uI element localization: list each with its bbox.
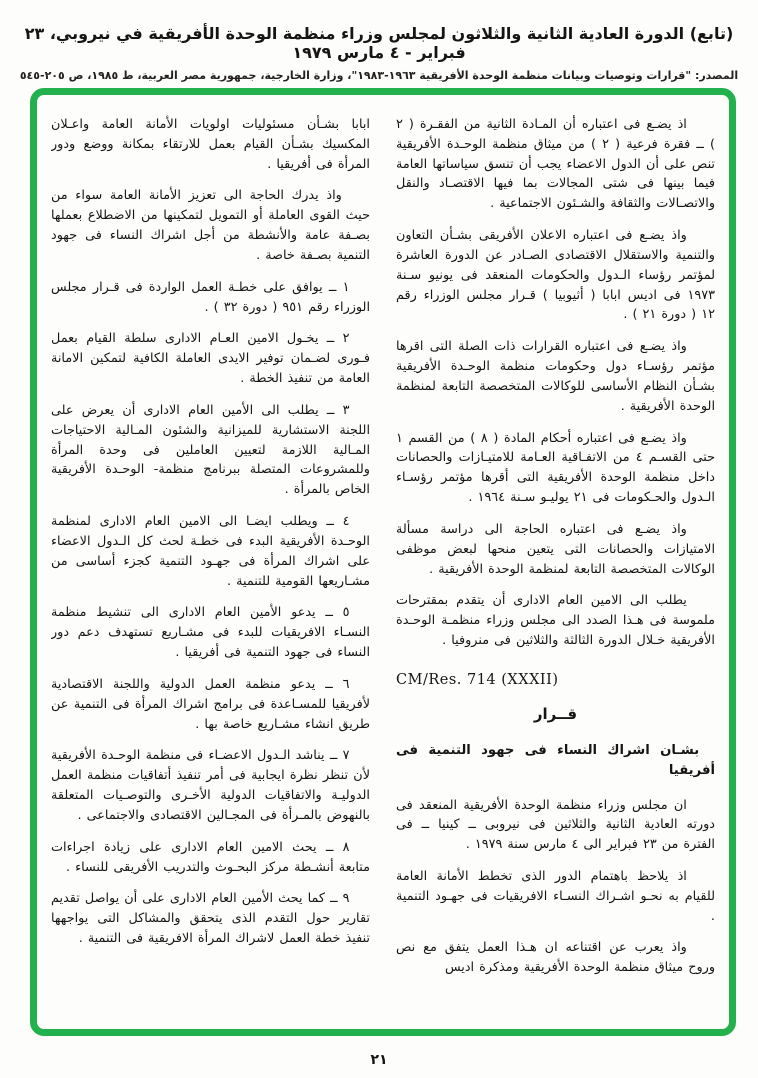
continuation-paragraphs	[51, 115, 370, 266]
preamble-paragraph: اذ يضـع فى اعتباره أن المـادة الثانية من الفقـرة ( ٢ ) ــ فقرة فرعية ( ٢ ) من ميثاق منظمة الوحـدة الأفريقية تنص على أن الدول الاعضاء يجب أن تنسق سياساتها العامة فيما بينها فى شتى المجالات بما فيها الاقتصـاد والنقل والاتصـالات والثقافة والشـئون الاجتماعية .	[396, 117, 715, 212]
numbered-item: ٥ ــ يدعو الأمين العام الادارى الى تنشيط منظمة النسـاء الافريقيات للبدء فى مشـاريع تستهدف دعم دور النساء فى جهود التنمية فى أفريقيا .	[51, 605, 370, 661]
preamble-paragraph: واذ يضـع فى اعتباره القرارات ذات الصلة التى اقرها مؤتمر رؤسـاء دول وحكومات منظمة الوحـدة الأفريقية بشـأن النظام الأساسى للوكالات المتخصصة التابعة لمنظمة الوحدة الأفريقية .	[396, 339, 715, 414]
preamble-paragraph: واذ يضـع فى اعتباره الاعلان الأفريقى بشـأن التعاون والتنمية والاستقلال الاقتصادى الصـادر عن الدورة العاشرة لمؤتمر رؤساء الـدول والحكومات المنعقد فى يونيو سـنة ١٩٧٣ فى اديس ابابا ( أثيوبيا ) قـرار مجلس الوزراء رقم ١٢ ( دورة ٢١ ) .	[396, 228, 715, 323]
decision-subtitle: بشـان اشراك النساء فى جهود التنمية فى أفريقيا	[396, 742, 715, 779]
decision-preamble-paragraphs	[396, 796, 715, 979]
numbered-item: ٢ ــ يخـول الامين العـام الادارى سلطة القيام بعمل فـورى لضـمان توفير الايدى العاملة الكافية لتمكين الامانة العامة من تنفيذ الخطة .	[51, 331, 370, 387]
decision-title: قــرار	[533, 705, 578, 724]
column-left	[51, 115, 370, 1019]
resolution-reference: CM/Res. 714 (XXXII)	[396, 671, 559, 688]
numbered-operative-items	[51, 278, 370, 949]
green-border-frame	[30, 88, 736, 1036]
numbered-item: ٨ ــ يحث الامين العام الادارى على زيادة اجراءات متابعة أنشـطة مركز البحـوث والتدريب الأفريقى للنساء .	[51, 839, 370, 875]
preamble-paragraph: واذ يضـع فى اعتباره أحكام المادة ( ٨ ) من القسم ١ حتى القسـم ٤ من الاتفـاقية العـامة للامتيـازات والحصانات داخل منظمة الوحدة الأفريقية التى أقرها مؤتمر رؤسـاء الـدول والحـكومات فى ٢١ يوليـو سـنة ١٩٦٤ .	[396, 430, 715, 506]
page-header	[0, 0, 758, 82]
decision-paragraph: ان مجلس وزراء منظمة الوحدة الأفريقية المنعقد فى دورته العادية الثانية والثلاثين فى نيروبى ــ كينيا ــ فى الفترة من ٢٣ فبراير الى ٤ مارس سنة ١٩٧٩ .	[396, 797, 715, 853]
decision-paragraph: واذ يعرب عن اقتناعه ان هـذا العمل يتفق مع نص وروح ميثاق منظمة الوحدة الأفريقية ومذكرة اديس	[396, 940, 715, 976]
session-title: (تابع) الدورة العادية الثانية والثلاثون لمجلس وزراء منظمة الوحدة الأفريقية في نيروبي، ٢٣ فبراير - ٤ مارس ١٩٧٩	[24, 24, 734, 62]
numbered-item: ٤ ــ ويطلب ايضـا الى الامين العام الادارى لمنظمة الوحـدة الأفريقية البدء فى خطـة لحث كل الـدول الاعضاء على اشراك المرأة فى جهـود التنمية كجزء أساسى من مشـاريعها القومية للتنمية .	[51, 514, 370, 589]
preamble-paragraph: واذ يضـع فى اعتباره الحاجة الى دراسة مسألة الامتيازات والحصانات التى يتعين منحها لبعض موظفى الوكالات المتخصصة التابعة لمنظمة الوحدة الأفريقية .	[396, 521, 715, 577]
preamble-paragraph: يطلب الى الامين العام الادارى أن يتقدم بمقترحات ملموسة فى هـذا الصدد الى مجلس وزراء منظمـة الوحـدة الأفريقية خـلال الدورة الثالثة والثلاثين فى منروفيا .	[396, 593, 715, 649]
numbered-item: ٧ ــ يناشد الـدول الاعضـاء فى منظمة الوحـدة الأفريقية لأن تنظر نظرة ايجابية فى أمر تنفيذ أتفاقيات منظمة العمل الدوليـة والاتفاقيات الدولية الأخـرى والتوصـيات المتعلقة بالنهوض بالمـرأة فى المجـالين الاقتصادى والاجتماعى .	[51, 748, 370, 823]
numbered-item: ٦ ــ يدعو منظمة العمل الدولية واللجنة الاقتصادية لأفريقيا للمسـاعدة فى برامج اشراك المرأة فى التنمية عن طريق انشاء مشـاريع خاصة بها .	[51, 676, 370, 732]
page-number: ٢١	[370, 1052, 388, 1068]
source-citation: المصدر: "قرارات وتوصيات وبيانات منظمة الوحدة الأفريقية ١٩٦٣-١٩٨٣"، وزارة الخارجية، جمهورية مصر العربية، ط ١٩٨٥، ص ٢٠٥-٥٤٥	[19, 69, 739, 82]
continuation-paragraph: واذ يدرك الحاجة الى تعزيز الأمانة العامة سواء من حيث القوى العاملة أو التمويل لتمكينها من الاضطلاع بعملها بصـفة عامة والأنشطة من أجل اشراك النساء فى جهود التنمية بصـفة خاصة .	[51, 188, 370, 263]
numbered-item: ٩ ــ كما يحث الأمين العام الادارى على أن يواصل تقديم تقارير حول التقدم الذى يتحقق والمشاكل التى يواجهها تنفيذ خطة العمل لاشراك المرأة الافريقية فى التنمية .	[51, 891, 370, 946]
preamble-paragraphs	[396, 115, 715, 651]
decision-paragraph: اذ يلاحظ باهتمام الدور الذى تخطط الأمانة العامة للقيام به نحـو اشـراك النسـاء الافريقيات فى جهـود التنمية .	[396, 868, 715, 924]
two-column-layout	[51, 115, 715, 1019]
continuation-paragraph: ابابا بشـأن مسئوليات اولويات الأمانة العامة واعـلان المكسيك بشـأن القيام بعمل للارتقاء بمكانة ووضع ودور المرأة فى أفريقيا .	[51, 117, 370, 172]
numbered-item: ٣ ــ يطلب الى الأمين العام الادارى أن يعرض على اللجنة الاستشارية للميزانية والشئون المـالية الاحتياجات المـالية اللازمة لتعيين العاملين فى وحدة المرأة وللمشروعات المتصلة ببرنامج منظمة- الوحـدة الأفريقية الخاص بالمرأة .	[51, 402, 370, 498]
numbered-item: ١ ــ يوافق على خطـة العمل الواردة فى قـرار مجلس الوزراء رقم ٩٥١ ( دورة ٣٢ ) .	[51, 279, 370, 315]
column-right	[396, 115, 715, 1019]
